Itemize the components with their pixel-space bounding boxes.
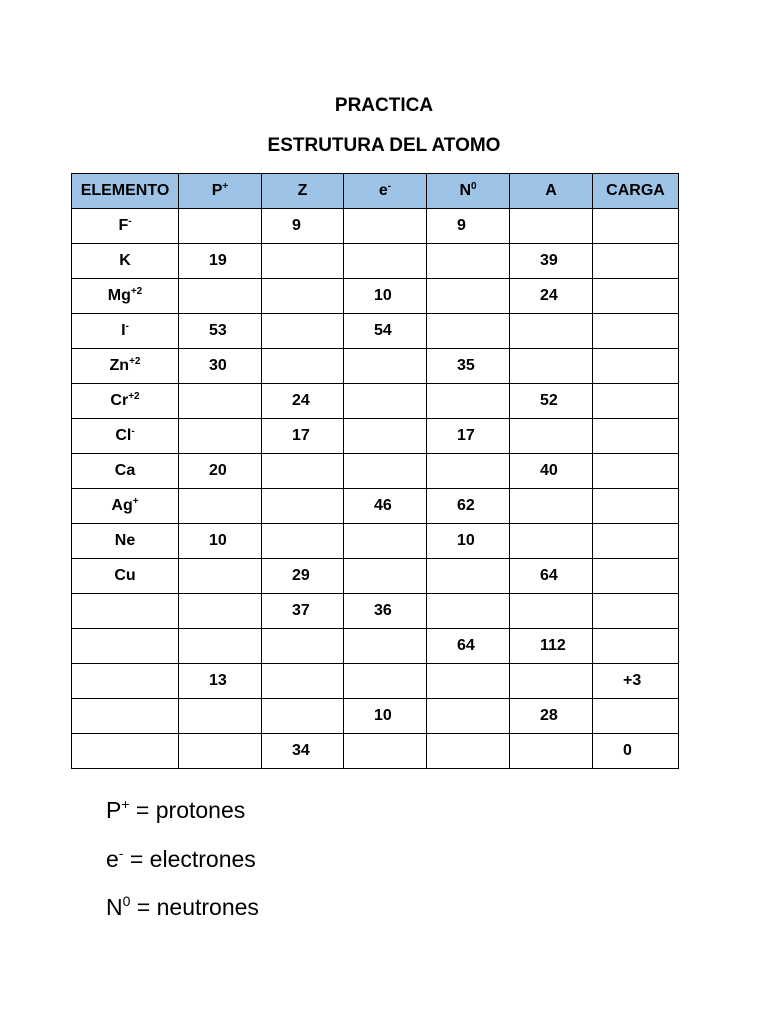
cell-z [262, 349, 344, 384]
cell-element [72, 314, 179, 349]
header-label: N [459, 182, 471, 199]
cell-neutrons [427, 699, 510, 734]
cell-a [510, 314, 593, 349]
cell-neutrons: 64 [427, 629, 510, 664]
element-charge-sup: +2 [129, 356, 141, 367]
cell-neutrons [427, 244, 510, 279]
cell-a [510, 664, 593, 699]
cell-neutrons [427, 384, 510, 419]
table-row [72, 244, 679, 279]
legend-symbol: e [106, 846, 119, 872]
cell-a [510, 209, 593, 244]
cell-carga [593, 419, 679, 454]
table-header-row [72, 174, 679, 209]
cell-neutrons [427, 454, 510, 489]
legend-text: = protones [129, 797, 246, 823]
table-row [72, 279, 679, 314]
legend-text: = electrones [123, 846, 256, 872]
cell-protons [179, 734, 262, 769]
cell-carga [593, 384, 679, 419]
cell-carga [593, 349, 679, 384]
cell-protons [179, 699, 262, 734]
cell-electrons: 46 [344, 489, 427, 524]
table-row [72, 454, 679, 489]
table-row [72, 734, 679, 769]
cell-protons [179, 559, 262, 594]
cell-z [262, 524, 344, 559]
cell-protons [179, 384, 262, 419]
header-neutrons [427, 174, 510, 209]
legend-protones [106, 796, 245, 824]
page-subtitle: ESTRUTURA DEL ATOMO [267, 135, 501, 156]
cell-protons [179, 419, 262, 454]
cell-z: 34 [262, 734, 344, 769]
cell-protons [179, 209, 262, 244]
cell-neutrons [427, 314, 510, 349]
header-label: CARGA [606, 182, 665, 199]
cell-z [262, 244, 344, 279]
cell-element [72, 419, 179, 454]
table-row [72, 419, 679, 454]
header-label-sup: - [387, 181, 392, 192]
cell-neutrons: 35 [427, 349, 510, 384]
cell-protons: 19 [179, 244, 262, 279]
cell-element [72, 209, 179, 244]
cell-protons [179, 279, 262, 314]
element-symbol: Ca [114, 462, 136, 479]
cell-electrons [344, 454, 427, 489]
legend-symbol-sup: 0 [122, 893, 131, 909]
cell-a: 112 [510, 629, 593, 664]
cell-electrons [344, 384, 427, 419]
cell-element [72, 734, 179, 769]
cell-neutrons: 10 [427, 524, 510, 559]
cell-protons: 10 [179, 524, 262, 559]
cell-element [72, 349, 179, 384]
cell-electrons [344, 629, 427, 664]
table-row [72, 489, 679, 524]
cell-protons [179, 629, 262, 664]
cell-protons: 30 [179, 349, 262, 384]
header-label: P [211, 182, 223, 199]
cell-neutrons [427, 734, 510, 769]
header-label-sup: 0 [471, 181, 477, 192]
legend-symbol: N [106, 894, 123, 920]
cell-neutrons: 9 [427, 209, 510, 244]
cell-carga: 0 [593, 734, 679, 769]
header-a [510, 174, 593, 209]
element-symbol: Cr [110, 392, 129, 409]
cell-a [510, 734, 593, 769]
element-charge-sup: - [128, 216, 132, 227]
element-symbol: Ne [114, 532, 136, 549]
header-protons [179, 174, 262, 209]
cell-element [72, 384, 179, 419]
element-symbol: K [119, 252, 131, 269]
header-label: A [545, 182, 557, 199]
cell-z [262, 279, 344, 314]
cell-neutrons: 17 [427, 419, 510, 454]
cell-carga [593, 559, 679, 594]
cell-carga [593, 594, 679, 629]
cell-element [72, 664, 179, 699]
cell-z [262, 314, 344, 349]
cell-carga [593, 454, 679, 489]
cell-z: 29 [262, 559, 344, 594]
cell-carga [593, 524, 679, 559]
cell-a [510, 489, 593, 524]
element-symbol: F [118, 217, 129, 234]
cell-a [510, 524, 593, 559]
table-row [72, 349, 679, 384]
cell-electrons [344, 349, 427, 384]
cell-z [262, 489, 344, 524]
cell-protons [179, 489, 262, 524]
element-symbol: Cl [115, 427, 132, 444]
table-row [72, 629, 679, 664]
legend-text: = neutrones [130, 894, 259, 920]
table-row [72, 559, 679, 594]
element-symbol: Ag [111, 497, 133, 514]
element-symbol: I [121, 322, 126, 339]
cell-z: 9 [262, 209, 344, 244]
table-row [72, 664, 679, 699]
cell-neutrons: 62 [427, 489, 510, 524]
cell-protons: 20 [179, 454, 262, 489]
table-row [72, 209, 679, 244]
table-row [72, 384, 679, 419]
legend-symbol-sup: - [118, 845, 124, 861]
cell-carga [593, 209, 679, 244]
atom-structure-table [71, 173, 679, 769]
cell-z: 17 [262, 419, 344, 454]
cell-element [72, 524, 179, 559]
header-label: Z [297, 182, 308, 199]
legend-electrones [106, 845, 256, 873]
cell-z: 24 [262, 384, 344, 419]
element-charge-sup: - [125, 321, 129, 332]
cell-electrons: 10 [344, 279, 427, 314]
cell-element [72, 454, 179, 489]
cell-z [262, 699, 344, 734]
element-charge-sup: +2 [128, 391, 140, 402]
cell-a [510, 594, 593, 629]
cell-element [72, 629, 179, 664]
element-charge-sup: +2 [130, 286, 143, 297]
cell-a: 24 [510, 279, 593, 314]
cell-z: 37 [262, 594, 344, 629]
cell-protons: 53 [179, 314, 262, 349]
table-row [72, 524, 679, 559]
cell-element [72, 279, 179, 314]
header-label-sup: + [222, 181, 229, 192]
cell-element [72, 244, 179, 279]
cell-electrons [344, 559, 427, 594]
cell-carga [593, 244, 679, 279]
header-elemento [72, 174, 179, 209]
cell-electrons [344, 209, 427, 244]
legend-neutrones [106, 893, 259, 921]
cell-z [262, 629, 344, 664]
cell-electrons [344, 664, 427, 699]
cell-carga [593, 629, 679, 664]
cell-element [72, 559, 179, 594]
table-row [72, 314, 679, 349]
element-charge-sup: - [131, 426, 135, 437]
cell-electrons [344, 244, 427, 279]
cell-z [262, 664, 344, 699]
cell-electrons [344, 734, 427, 769]
cell-neutrons [427, 279, 510, 314]
cell-neutrons [427, 559, 510, 594]
legend-symbol-sup: + [121, 796, 130, 812]
cell-a: 52 [510, 384, 593, 419]
header-z [262, 174, 344, 209]
cell-neutrons [427, 594, 510, 629]
header-label: ELEMENTO [80, 182, 170, 199]
page-title: PRACTICA [334, 95, 434, 116]
header-label: e [378, 182, 388, 199]
legend-symbol: P [106, 797, 122, 823]
cell-neutrons [427, 664, 510, 699]
cell-electrons: 36 [344, 594, 427, 629]
cell-a: 39 [510, 244, 593, 279]
cell-a [510, 419, 593, 454]
element-charge-sup: + [132, 496, 139, 507]
cell-a [510, 349, 593, 384]
table-row [72, 699, 679, 734]
cell-element [72, 699, 179, 734]
cell-electrons: 54 [344, 314, 427, 349]
cell-carga [593, 699, 679, 734]
cell-a: 28 [510, 699, 593, 734]
cell-carga: +3 [593, 664, 679, 699]
cell-carga [593, 314, 679, 349]
cell-a: 40 [510, 454, 593, 489]
cell-electrons: 10 [344, 699, 427, 734]
header-carga [593, 174, 679, 209]
element-symbol: Cu [114, 567, 136, 584]
element-symbol: Zn [109, 357, 130, 374]
cell-element [72, 594, 179, 629]
element-symbol: Mg [107, 287, 131, 304]
cell-element [72, 489, 179, 524]
cell-protons [179, 594, 262, 629]
header-electrons [344, 174, 427, 209]
cell-electrons [344, 419, 427, 454]
cell-carga [593, 279, 679, 314]
cell-carga [593, 489, 679, 524]
cell-electrons [344, 524, 427, 559]
cell-z [262, 454, 344, 489]
cell-a: 64 [510, 559, 593, 594]
table-row [72, 594, 679, 629]
cell-protons: 13 [179, 664, 262, 699]
